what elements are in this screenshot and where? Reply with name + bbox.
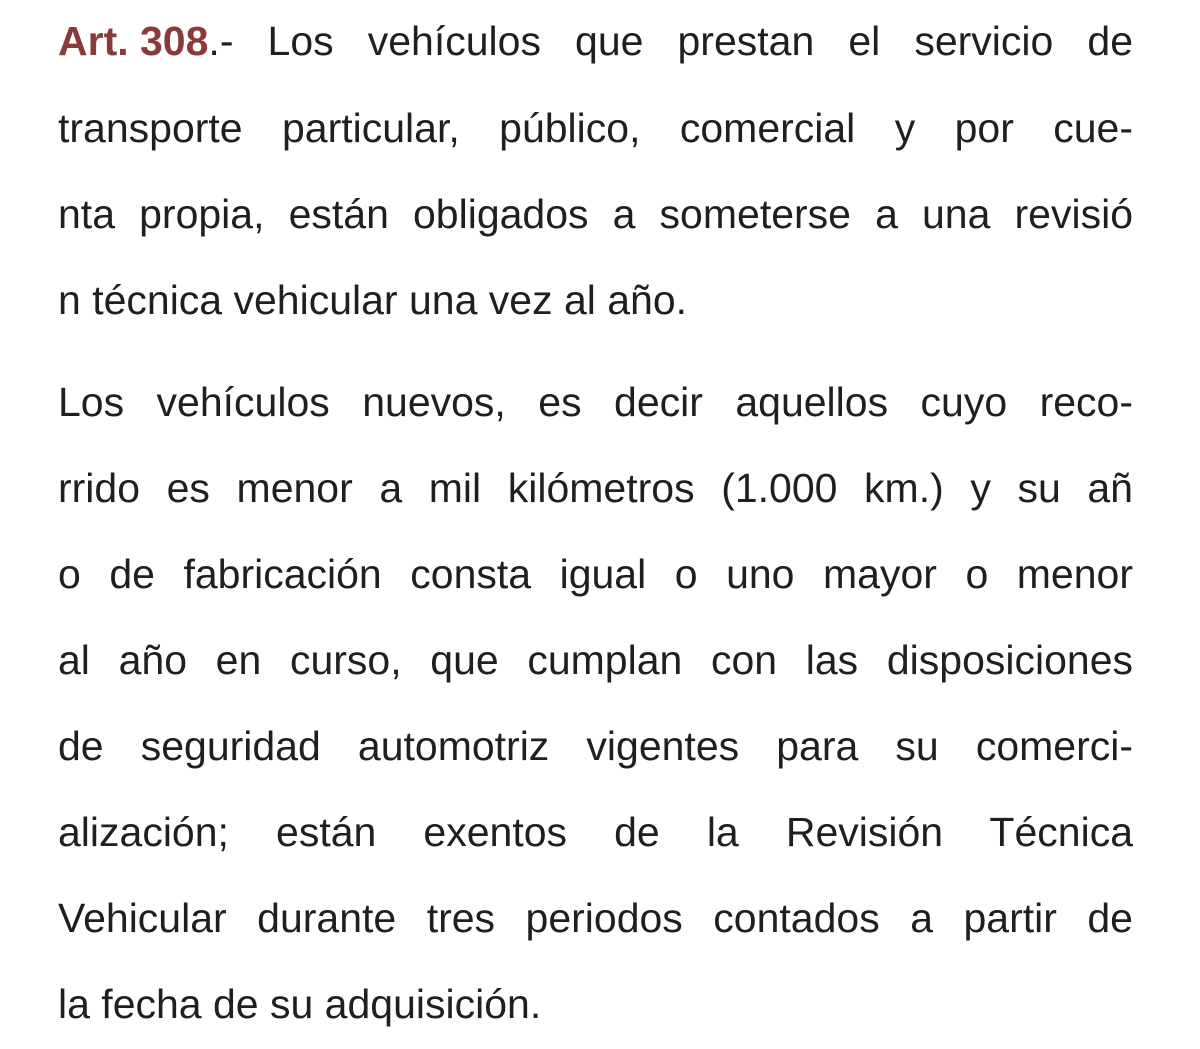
paragraph-2-line-4: al año en curso, que cumplan con las disposiciones: [58, 637, 1133, 683]
paragraph-2-line-3: o de fabricación consta igual o uno mayor o menor: [58, 551, 1133, 597]
paragraph-1-line-1-text: .- Los vehículos que prestan el servicio de: [208, 18, 1133, 64]
paragraph-2-line-5: de seguridad automotriz vigentes para su comerci-: [58, 723, 1133, 769]
paragraph-2-line-8: la fecha de su adquisición.: [58, 981, 542, 1027]
paragraph-1-line-2: transporte particular, público, comercial y por cue-: [58, 105, 1133, 151]
paragraph-1-line-3: nta propia, están obligados a someterse a una revisió: [58, 191, 1133, 237]
paragraph-2-line-7: Vehicular durante tres periodos contados a partir de: [58, 895, 1133, 941]
paragraph-2-line-2: rrido es menor a mil kilómetros (1.000 km.) y su añ: [58, 465, 1133, 511]
article-label: Art. 308: [58, 18, 209, 64]
paragraph-2-line-6: alización; están exentos de la Revisión Técnica: [58, 809, 1133, 855]
paragraph-1-line-4: n técnica vehicular una vez al año.: [58, 277, 688, 323]
paragraph-2-line-1: Los vehículos nuevos, es decir aquellos cuyo reco-: [58, 379, 1133, 425]
paragraph-1-line-1: [58, 13, 1133, 69]
